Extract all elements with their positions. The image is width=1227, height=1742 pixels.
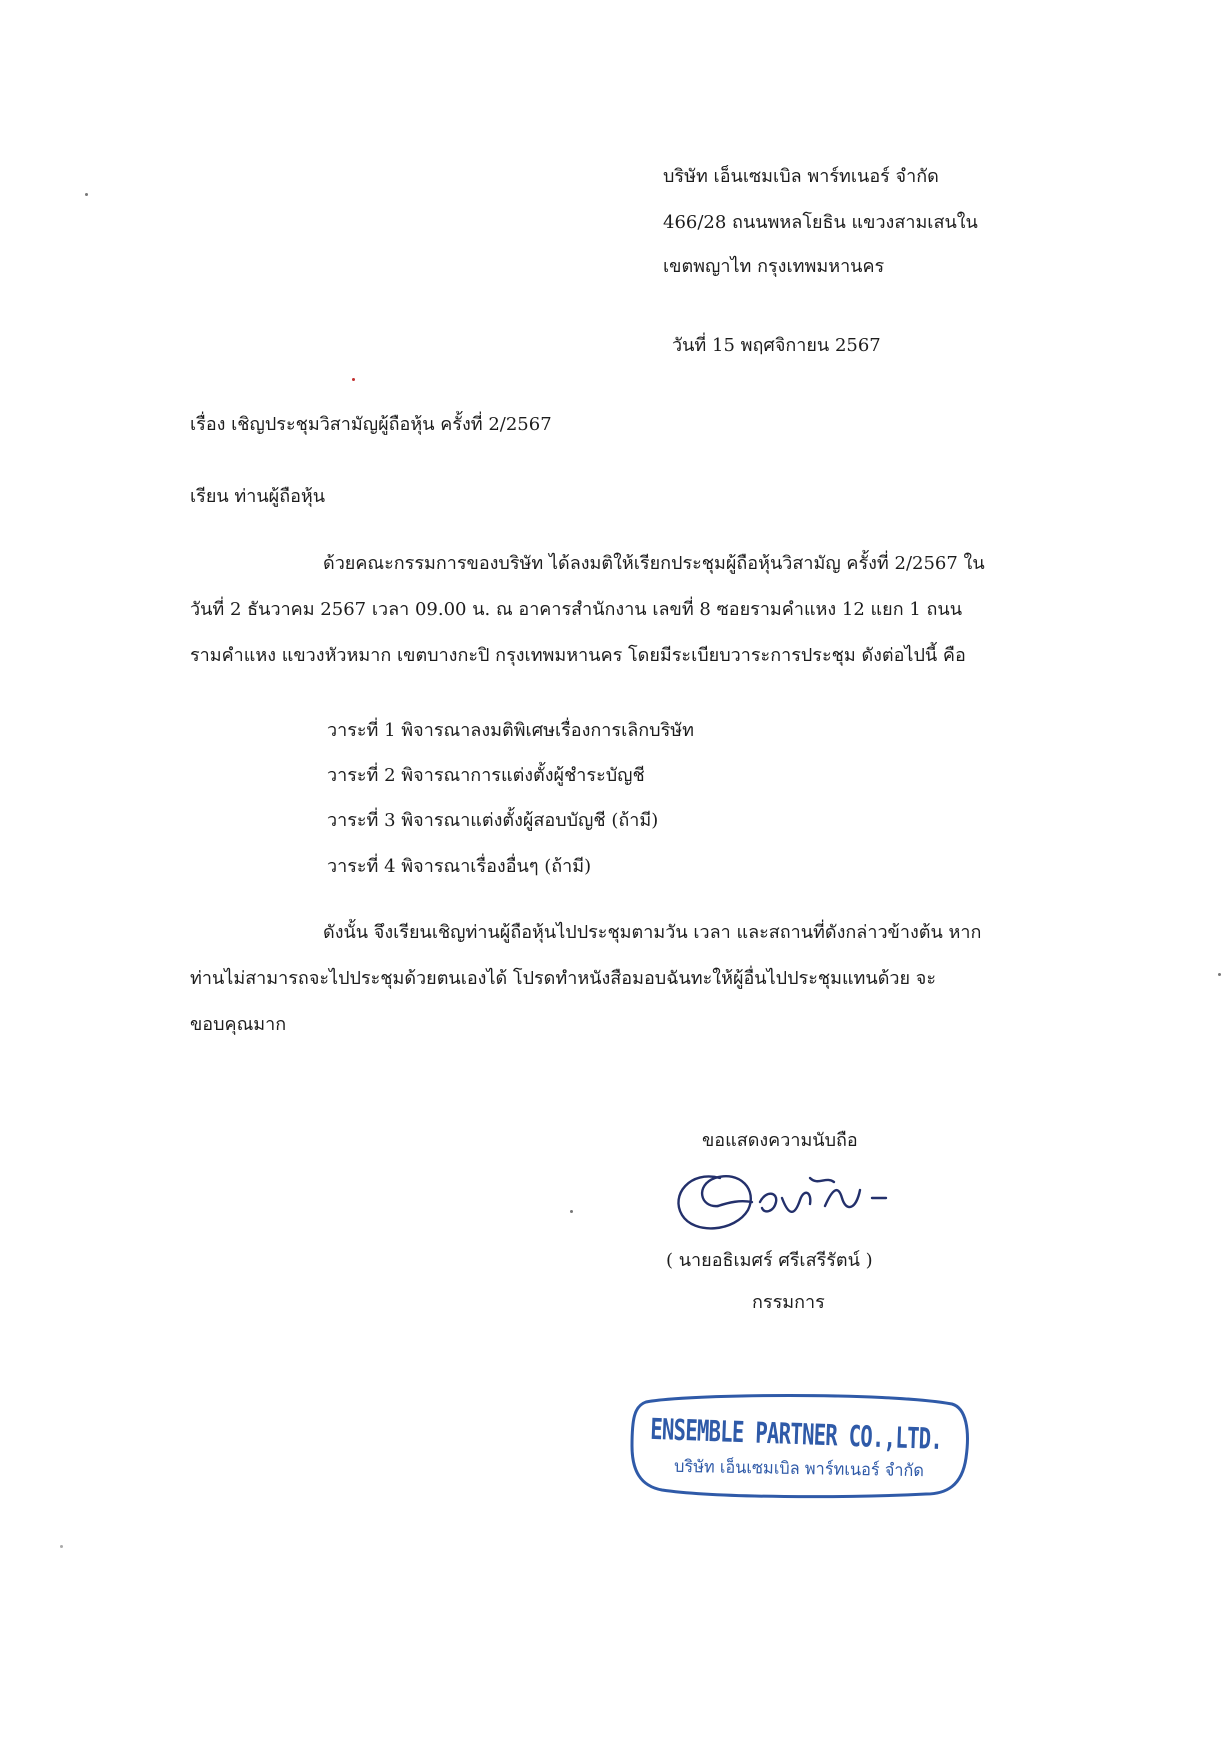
- paragraph-line: ท่านไม่สามารถจะไปประชุมด้วยตนเองได้ โปรดทำหนังสือมอบฉันทะให้ผู้อื่นไปประชุมแทนด้วย จะ: [190, 968, 936, 989]
- invitation-paragraph: [190, 922, 1040, 1060]
- scan-speck: [570, 1210, 573, 1213]
- scan-speck: [352, 378, 355, 381]
- address-line: เขตพญาไท กรุงเทพมหานคร: [663, 256, 885, 277]
- scan-speck: [60, 1545, 63, 1548]
- stamp-text-english: ENSEMBLE PARTNER CO.,LTD.: [649, 1411, 1063, 1461]
- agenda-item: วาระที่ 1 พิจารณาลงมติพิเศษเรื่องการเลิกบริษัท: [327, 720, 694, 741]
- scan-speck: [1218, 973, 1221, 976]
- closing-phrase: ขอแสดงความนับถือ: [702, 1130, 858, 1151]
- agenda-item: วาระที่ 3 พิจารณาแต่งตั้งผู้สอบบัญชี (ถ้ามี): [327, 810, 659, 831]
- salutation: เรียน ท่านผู้ถือหุ้น: [190, 486, 326, 507]
- intro-paragraph: [190, 553, 1040, 691]
- paragraph-line: ด้วยคณะกรรมการของบริษัท ได้ลงมติให้เรียกประชุมผู้ถือหุ้นวิสามัญ ครั้งที่ 2/2567 ใน: [323, 553, 985, 574]
- paragraph-line: ดังนั้น จึงเรียนเชิญท่านผู้ถือหุ้นไปประชุมตามวัน เวลา และสถานที่ดังกล่าวข้างต้น หาก: [323, 922, 982, 943]
- letter-date: วันที่ 15 พฤศจิกายน 2567: [672, 335, 881, 356]
- letter-subject: เรื่อง เชิญประชุมวิสามัญผู้ถือหุ้น ครั้งที่ 2/2567: [190, 414, 552, 435]
- paragraph-line: ขอบคุณมาก: [190, 1014, 287, 1035]
- company-name: บริษัท เอ็นเซมเบิล พาร์ทเนอร์ จำกัด: [663, 166, 939, 187]
- address-line: 466/28 ถนนพหลโยธิน แขวงสามเสนใน: [663, 212, 978, 233]
- stamp-text-thai: บริษัท เอ็นเซมเบิล พาร์ทเนอร์ จำกัด: [673, 1456, 935, 1482]
- handwritten-signature: [660, 1140, 930, 1240]
- paragraph-line: รามคำแหง แขวงหัวหมาก เขตบางกะปิ กรุงเทพมหานคร โดยมีระเบียบวาระการประชุม ดังต่อไปนี้ คือ: [190, 645, 966, 666]
- signer-name: ( นายอธิเมศร์ ศรีเสรีรัตน์ ): [666, 1250, 873, 1271]
- scan-speck: [85, 193, 88, 196]
- company-stamp: [626, 1390, 1063, 1500]
- signer-title: กรรมการ: [752, 1292, 825, 1313]
- agenda-item: วาระที่ 4 พิจารณาเรื่องอื่นๆ (ถ้ามี): [327, 856, 592, 877]
- paragraph-line: วันที่ 2 ธันวาคม 2567 เวลา 09.00 น. ณ อาคารสำนักงาน เลขที่ 8 ซอยรามคำแหง 12 แยก 1 ถนน: [190, 599, 962, 620]
- agenda-item: วาระที่ 2 พิจารณาการแต่งตั้งผู้ชำระบัญชี: [327, 765, 645, 786]
